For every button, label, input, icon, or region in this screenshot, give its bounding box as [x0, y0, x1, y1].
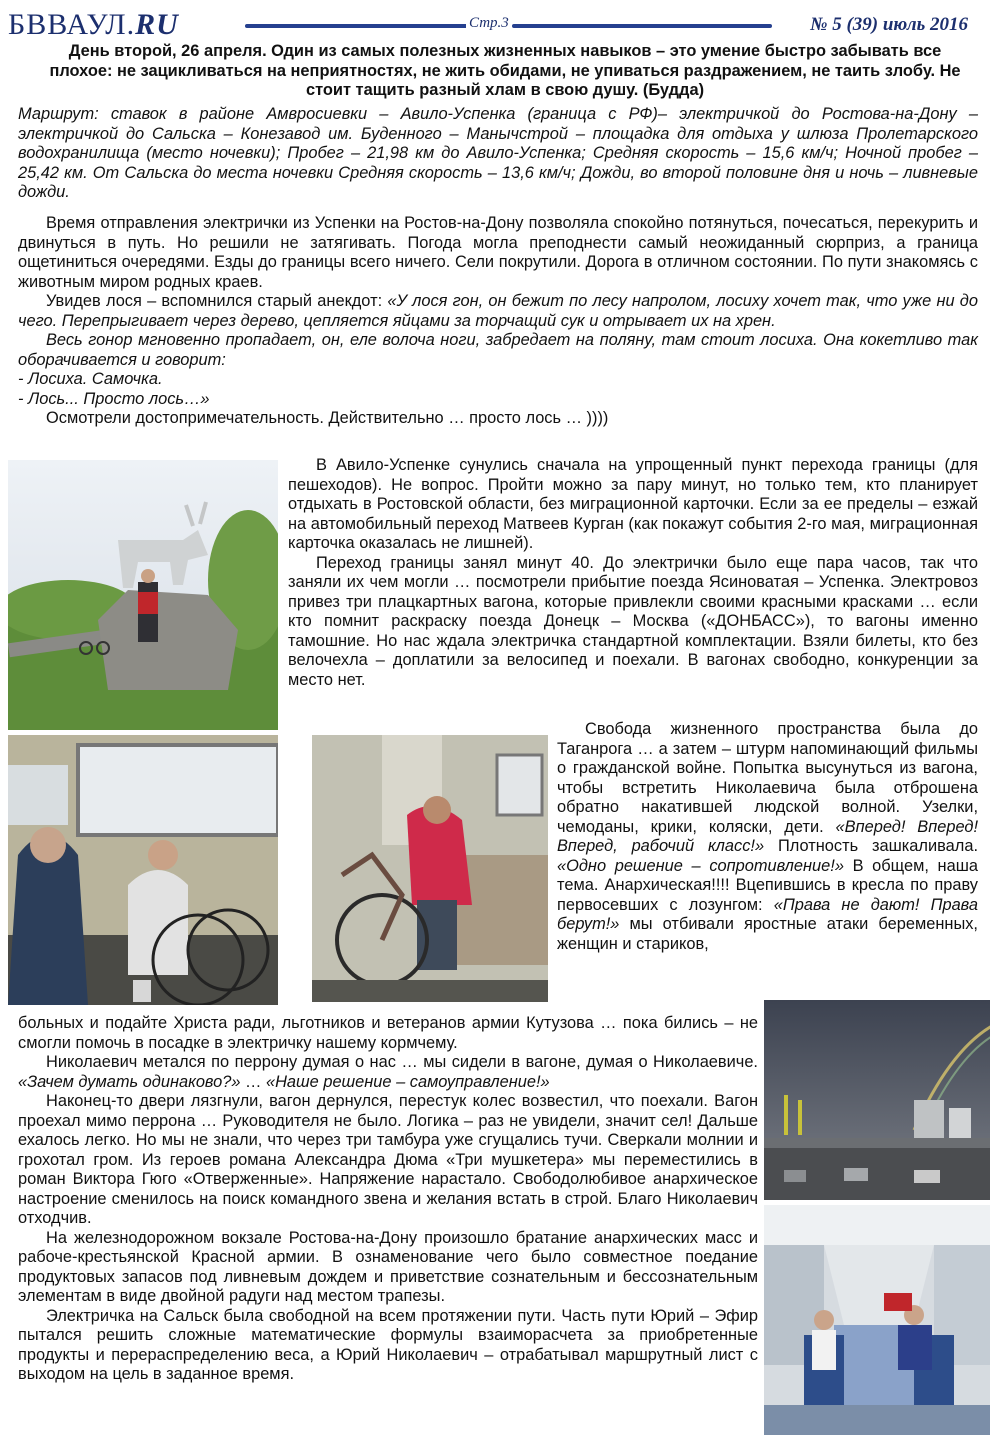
anecdote-paragraph: Весь гонор мгновенно пропадает, он, еле волоча ноги, забредает на поляну, там стоит лосиха. Она кокетливо так оборачивается и говорит:: [18, 331, 978, 369]
text-span: Плотность зашкаливала.: [764, 837, 978, 855]
route-summary: Маршрут: ставок в районе Амвросиевки – Авило-Успенка (граница с РФ)– электричкой до Ростова-на-Дону – электричкой до Сальска – Конезавод им. Буденного – Манычстрой – площадка для отдыха у шлюза Пролетарского водохранилища (место ночевки); Пробег – 21,98 км до Авило-Успенка; Средняя скорость – 15,6 км/ч; Ночной пробег – 25,42 км. От Сальска до места ночевки Средняя скорость – 13,6 км/ч; Дожди, во второй половине дня и ночь – ливневые дожди.: [18, 105, 978, 202]
text-span: мы отбивали яростные атаки беременных, женщин и стариков,: [557, 915, 978, 953]
slogan-quote: «Вперед! Вперед! Вперед, рабочий класс!»: [557, 817, 978, 855]
slogan-quote: «Одно решение – сопротивление!»: [557, 856, 844, 875]
photo-rainbow-station: [764, 1000, 990, 1200]
photo-moose-statue: [8, 460, 278, 730]
slogan-quote: «Наше решение – самоуправление!»: [265, 1072, 550, 1091]
header-rule-right: [512, 24, 772, 28]
photo-train-interior-two-men: [8, 735, 278, 1005]
text-span: Свобода жизненного пространства была до Таганрога … а затем – штурм напоминающий фильмы о гражданской войне. Попытка высунуться из вагона, чтобы встретить Николаевича была отброшена обратно накатившей людской волной. Узелки, чемоданы, крики, коляски, дети.: [557, 720, 978, 836]
header-rule-left: [245, 24, 470, 28]
storming-paragraph: [557, 720, 978, 954]
train-two-men-image: [8, 735, 278, 1005]
page-number: Стр.3: [466, 15, 512, 32]
dialogue-line: - Лосиха. Самочка.: [18, 370, 163, 388]
text-span: Николаевич метался по перрону думая о нас … мы сидели в вагоне, думая о Николаевиче.: [46, 1053, 758, 1071]
right-column-text: [288, 456, 978, 690]
bottom-column-text: [18, 1014, 758, 1385]
platform-paragraph: [18, 1053, 758, 1092]
rainbow-image: [764, 1000, 990, 1200]
train-paragraph: Переход границы занял минут 40. До электрички было еще пара часов, так что заняли их чем могли … посмотрели прибытие поезда Ясиноватая – Успенка. Электровоз привез три плацкартных вагона, которые привлекли своими красными красками … если кто помнит раскраску поезда Донецк – Москва («ДОНБАСС»), то вагоны именно тамошние. Но нас ждала электричка стандартной комплектации. Взяли билеты, кто без велочехла – доплатили за велосипед и поехали. В вагонах свободно, конкуренции за место нет.: [288, 553, 978, 689]
anecdote-quote: «У лося гон, он бежит по лесу напролом, лосиху хочет так, что уже ни до чего. Перепрыгивает через дерево, цепляется яйцами за торчащий сук и отрывает их на хрен.: [18, 292, 978, 330]
photo-train-interior-passengers: [764, 1205, 990, 1435]
continuation-paragraph: больных и подайте Христа ради, льготников и ветеранов армии Кутузова … пока бились – не смогли помочь в посадке в электричку нашему кормчему.: [18, 1014, 758, 1052]
train-passengers-image: [764, 1205, 990, 1435]
intro-section: [18, 214, 978, 429]
train-man-bike-image: [312, 735, 548, 1002]
moose-statue-image: [8, 460, 278, 730]
narrow-column-text: [557, 720, 978, 954]
newspaper-logo: БВВАУЛ.RU: [8, 8, 179, 41]
border-crossing-paragraph: В Авило-Успенке сунулись сначала на упрощенный пункт перехода границы (для пешеходов). Не вопрос. Пройти можно за пару минут, но только тем, кто планирует отдыхать в Ростовской области, без миграционной карточки. Если за ее пределы – езжай на автомобильный переход Матвеев Курган (как покажут события 2-го мая, миграционная карточка оказалась не лишней).: [288, 456, 978, 552]
slogan-quote: «Зачем думать одинаково?»: [18, 1072, 241, 1091]
intro-paragraph: Время отправления электрички из Успенки на Ростов-на-Дону позволяла спокойно потянуться, почесаться, перекурить и двинуться в путь. Но решили не затягивать. Погода могла преподнести самый неожиданный сюрприз, а граница ощетиниться очередями. Езды до границы всего ничего. Сели покрутили. Дорога в отличном состоянии. По пути знакомясь с животным миром родных краев.: [18, 214, 978, 291]
text-span: …: [240, 1072, 266, 1091]
text-span: Увидев лося – вспомнился старый анекдот:: [46, 292, 388, 310]
dialogue-line: - Лось... Просто лось…»: [18, 389, 210, 408]
rostov-paragraph: На железнодорожном вокзале Ростова-на-Дону произошло братание анархических масс и рабоче-крестьянской Красной армии. В ознаменование чего было совместное поедание продуктовых запасов под ливневым дождем и приветствие сознательным и бессознательным элементам в виде двойной радуги над местом трапезы.: [18, 1228, 758, 1305]
epigraph: День второй, 26 апреля. Один из самых полезных жизненных навыков – это умение быстро забывать все плохое: не зацикливаться на неприятностях, не жить обидами, не упиваться раздражением, не таить злобу. Не стоит тащить разный хлам в свою душу. (Будда): [49, 42, 961, 99]
issue-number: № 5 (39) июль 2016: [810, 14, 968, 35]
intro-paragraph: [18, 292, 978, 331]
text-span: В общем, наша тема. Анархическая!!!! Вцепившись в кресла по праву первосевших с лозунгом:: [557, 856, 978, 914]
departure-paragraph: Наконец-то двери лязгнули, вагон дернулся, перестук колес возвестил, что поехали. Вагон проехал мимо перрона … Руководителя не было. Логика – раз не увидели, значит сел! Дальше ехалось легко. Но мы не знали, что через три тамбура уже сгущались тучи. Сверкали молнии и грохотал гром. Из героев романа Александра Дюма «Три мушкетера» мы переместились в роман Виктора Гюго «Отверженные». Напряжение нарастало. Свободолюбивое анархическое настроение сменилось на поиск командного звена и желания встать в строй. Благо Николаевич отходчив.: [18, 1092, 758, 1227]
slogan-quote: «Права не дают! Права берут!»: [557, 895, 978, 933]
salsk-paragraph: Электричка на Сальск была свободной на всем протяжении пути. Часть пути Юрий – Эфир пытался решить сложные математические формулы взаиморасчета за приобретенные продукты и перераспределению веса, а Юрий Николаевич – отрабатывал маршрутный лист с выходом на цель в заданное время.: [18, 1306, 758, 1383]
intro-paragraph: Осмотрели достопримечательность. Действительно … просто лось … )))): [46, 409, 609, 427]
photo-train-man-with-bike: [312, 735, 548, 1002]
